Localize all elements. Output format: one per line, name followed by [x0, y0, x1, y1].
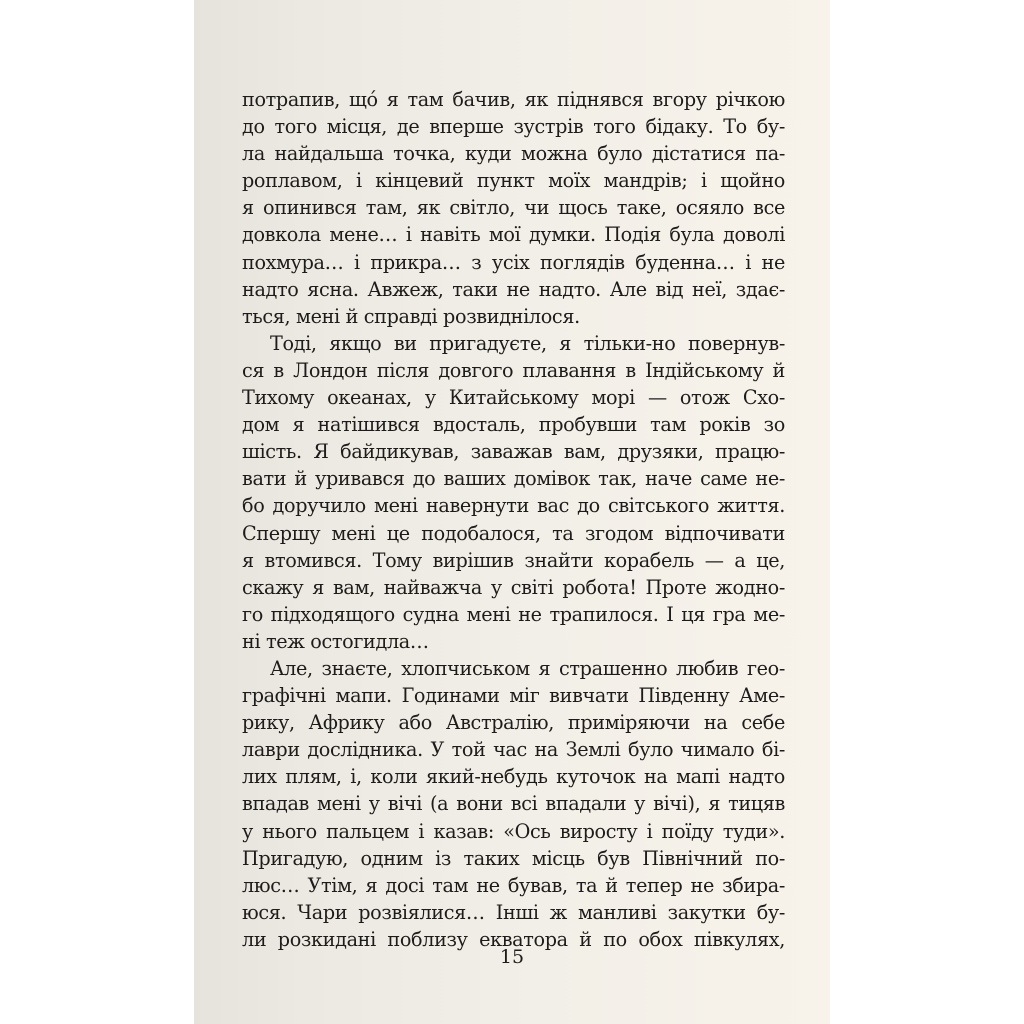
text-line: до того місця, де вперше зустрів того бідаку. То бу- [242, 115, 785, 139]
text-line: дом я натішився вдосталь, пробувши там років зо [242, 413, 785, 437]
paragraph [242, 655, 785, 953]
text-line: надто ясна. Авжеж, таки не надто. Але від неї, здає- [242, 277, 785, 301]
text-line: ла найдальша точка, куди можна було дістатися па- [242, 142, 785, 166]
text-line: Але, знаєте, хлопчиськом я страшенно любив гео- [270, 656, 785, 680]
text-line: похмура… і прикра… з усіх поглядів буденна… і не [242, 250, 785, 274]
text-line: Тихому океанах, у Китайському морі — отож Схо- [242, 386, 785, 410]
body-text [242, 86, 785, 953]
text-line: лих плям, і, коли який-небудь куточок на мапі надто [242, 765, 785, 789]
text-line: лаври дослідника. У той час на Землі було чимало бі- [242, 738, 785, 762]
text-line: люс… Утім, я досі там не бував, та й тепер не збира- [242, 873, 785, 897]
text-line: Спершу мені це подобалося, та згодом відпочивати [242, 521, 785, 545]
text-line: ться, мені й справді розвиднілося. [242, 304, 580, 328]
text-line: графічні мапи. Годинами міг вивчати Південну Аме- [242, 684, 785, 708]
page-number: 15 [499, 946, 525, 968]
text-line: бо доручило мені навернути вас до світського життя. [242, 494, 785, 518]
text-line: я опинився там, як світло, чи щось таке, осяяло все [242, 196, 785, 220]
text-line: скажу я вам, найважча у світі робота! Проте жодно- [242, 575, 785, 599]
text-line: рику, Африку або Австралію, приміряючи на себе [242, 711, 785, 735]
text-line: шість. Я байдикував, заважав вам, друзяки, працю- [242, 440, 785, 464]
text-line: я втомився. Тому вирішив знайти корабель — а це, [242, 548, 785, 572]
text-line: Тоді, якщо ви пригадуєте, я тільки-но повернув- [270, 331, 785, 355]
text-line: вати й уривався до ваших домівок так, наче саме не- [242, 467, 785, 491]
text-line: довкола мене… і навіть мої думки. Подія була доволі [242, 223, 785, 247]
text-line: потрапив, щó я там бачив, як піднявся вгору річкою [242, 88, 785, 111]
text-line: ся в Лондон після довгого плавання в Індійському й [242, 358, 785, 382]
paragraph [242, 330, 785, 655]
text-line: Пригадую, одним із таких місць був Північний по- [242, 846, 785, 870]
paragraph [242, 86, 785, 330]
text-line: впадав мені у вічі (а вони всі впадали у вічі), я тицяв [242, 792, 785, 816]
text-line: го підходящого судна мені не трапилося. І ця гра ме- [242, 602, 785, 626]
text-line: ні теж остогидла… [242, 629, 429, 653]
text-line: юся. Чари розвіялися… Інші ж манливі закутки бу- [242, 900, 785, 924]
text-line: ли розкидані поблизу екватора й по обох півкулях, [242, 927, 785, 951]
text-line: у нього пальцем і казав: «Ось виросту і поїду туди». [242, 819, 785, 843]
book-page [194, 0, 830, 1024]
text-line: роплавом, і кінцевий пункт моїх мандрів; і щойно [242, 169, 785, 193]
